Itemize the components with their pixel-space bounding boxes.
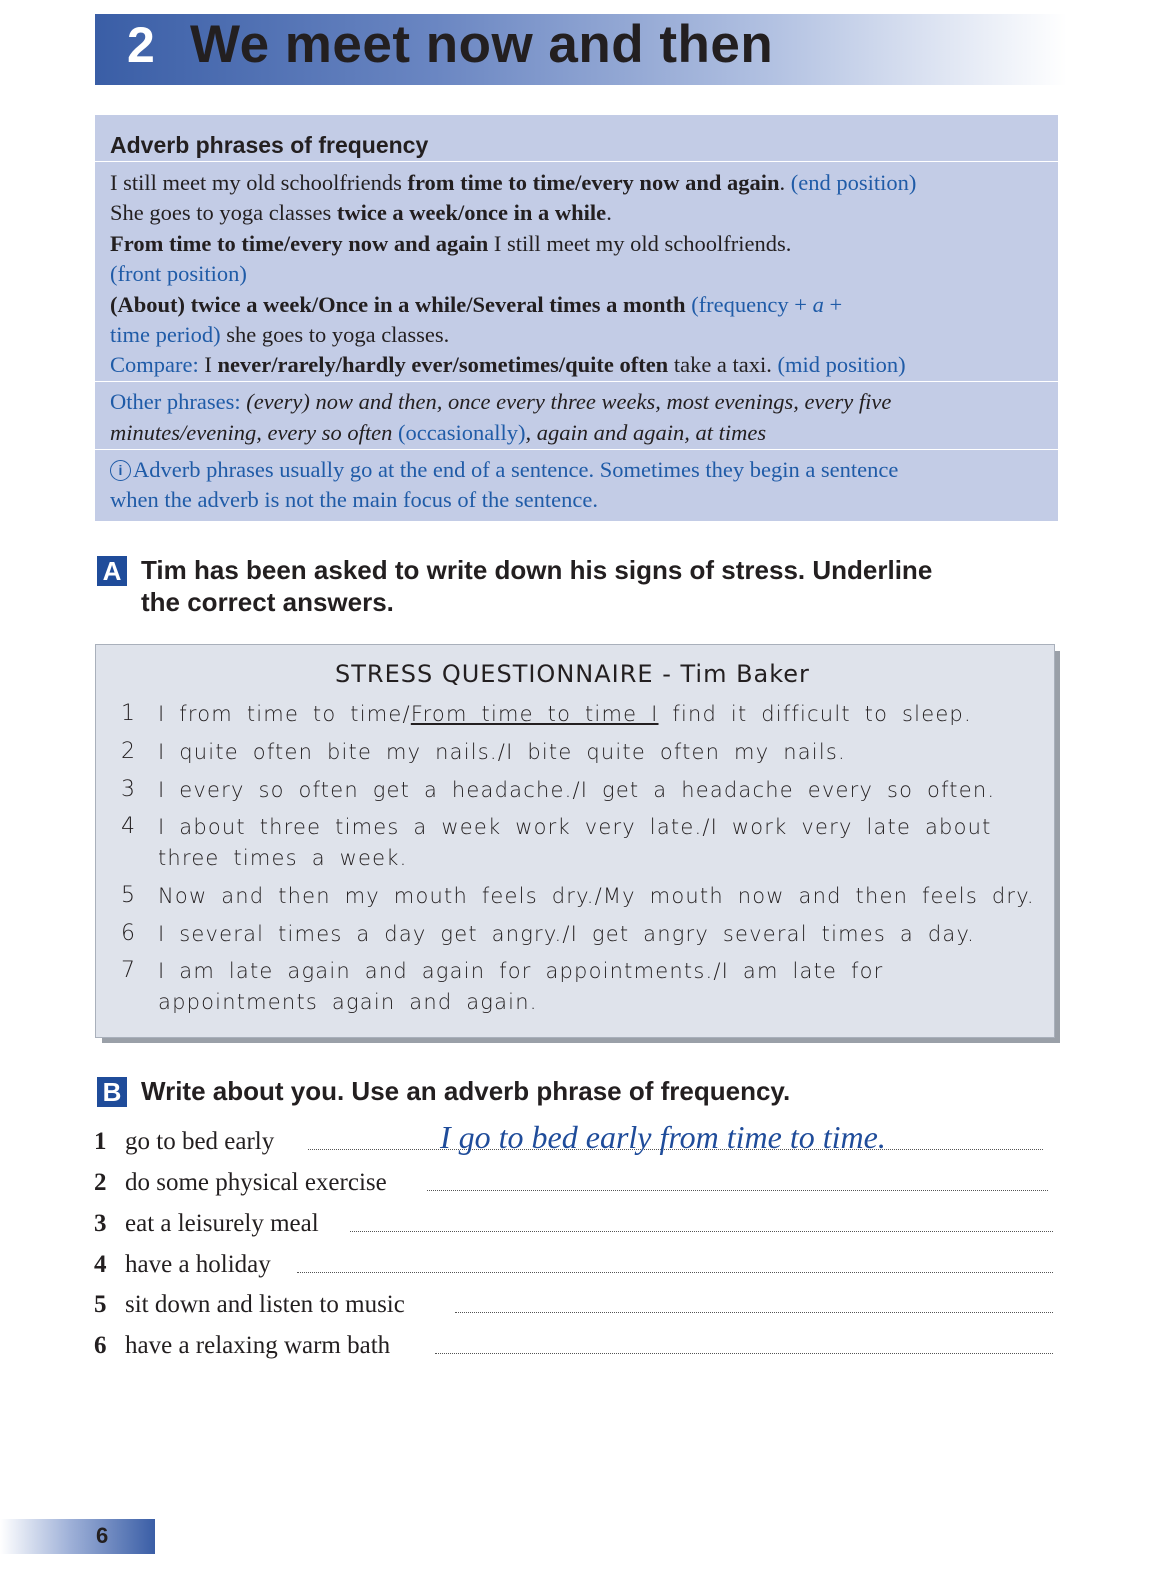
exercise-prompt: sit down and listen to music (125, 1291, 405, 1318)
section-b-badge: B (97, 1077, 127, 1107)
section-a-instruction: the correct answers. (141, 587, 394, 617)
grammar-other-phrases: minutes/evening, every so often (occasionally), again and again, at times (110, 420, 767, 445)
section-b-instruction: Write about you. Use an adverb phrase of frequency. (141, 1076, 791, 1106)
grammar-note: i Adverb phrases usually go at the end of a sentence. Sometimes they begin a sentence (110, 455, 898, 485)
underlined-answer: From time to time I (410, 702, 659, 726)
question-item[interactable]: I about three times a week work very late./I work very late about three times a week. (158, 815, 992, 870)
exercise-number: 2 (94, 1169, 107, 1196)
section-a-badge: A (97, 556, 127, 586)
section-a-instruction: Tim has been asked to write down his signs of stress. Underline (141, 555, 933, 585)
questionnaire-title: STRESS QUESTIONNAIRE - Tim Baker (335, 660, 810, 688)
grammar-note: when the adverb is not the main focus of the sentence. (110, 487, 598, 512)
grammar-other-phrases: Other phrases: (every) now and then, once every three weeks, most evenings, every five (110, 389, 892, 414)
unit-number: 2 (127, 17, 155, 73)
exercise-prompt: go to bed early (125, 1128, 275, 1155)
question-number: 6 (121, 921, 135, 946)
grammar-example-line: She goes to yoga classes twice a week/once in a while. (110, 200, 612, 225)
answer-line[interactable] (455, 1312, 1053, 1313)
question-item[interactable]: I several times a day get angry./I get angry several times a day. (158, 922, 975, 946)
unit-title: We meet now and then (190, 15, 774, 74)
page-number-tab (0, 1519, 155, 1554)
answer-line[interactable] (297, 1272, 1053, 1273)
grammar-example-front-position: From time to time/every now and again I still meet my old schoolfriends. (110, 231, 792, 256)
exercise-number: 5 (94, 1291, 107, 1318)
grammar-heading: Adverb phrases of frequency (110, 132, 429, 158)
divider (95, 161, 1058, 162)
question-number: 5 (121, 883, 135, 908)
grammar-example-end-position: I still meet my old schoolfriends from time to time/every now and again. (end position) (110, 170, 917, 195)
answer-line[interactable] (435, 1353, 1053, 1354)
exercise-number: 4 (94, 1251, 107, 1278)
exercise-prompt: eat a leisurely meal (125, 1210, 319, 1237)
exercise-prompt: do some physical exercise (125, 1169, 387, 1196)
exercise-number: 1 (94, 1128, 107, 1155)
exercise-number: 6 (94, 1332, 107, 1359)
info-icon: i (110, 460, 131, 481)
grammar-position-label: (front position) (110, 261, 247, 286)
question-number: 2 (121, 739, 135, 764)
grammar-example-line: (About) twice a week/Once in a while/Several times a month (frequency + a + (110, 292, 843, 317)
answer-line[interactable] (427, 1190, 1048, 1191)
exercise-prompt: have a holiday (125, 1251, 271, 1278)
question-item[interactable]: I quite often bite my nails./I bite quite often my nails. (158, 740, 846, 764)
question-item[interactable]: I from time to time/From time to time I find it difficult to sleep. (158, 702, 972, 726)
question-item[interactable]: I am late again and again for appointments./I am late for appointments again and again. (158, 959, 884, 1014)
question-number: 1 (121, 701, 135, 726)
exercise-prompt: have a relaxing warm bath (125, 1332, 391, 1359)
divider (95, 449, 1058, 450)
question-item[interactable]: I every so often get a headache./I get a headache every so often. (158, 778, 996, 802)
question-number: 3 (121, 777, 135, 802)
exercise-number: 3 (94, 1210, 107, 1237)
page-number: 6 (96, 1523, 109, 1548)
question-number: 4 (121, 814, 135, 839)
answer-line[interactable] (350, 1231, 1053, 1232)
question-number: 7 (121, 958, 135, 983)
question-item[interactable]: Now and then my mouth feels dry./My mouth now and then feels dry. (158, 884, 1035, 908)
divider (95, 381, 1058, 382)
grammar-example-mid-position: Compare: I never/rarely/hardly ever/sometimes/quite often take a taxi. (mid position) (110, 352, 906, 377)
example-answer: I go to bed early from time to time. (440, 1119, 886, 1155)
grammar-example-line: time period) she goes to yoga classes. (110, 322, 450, 347)
